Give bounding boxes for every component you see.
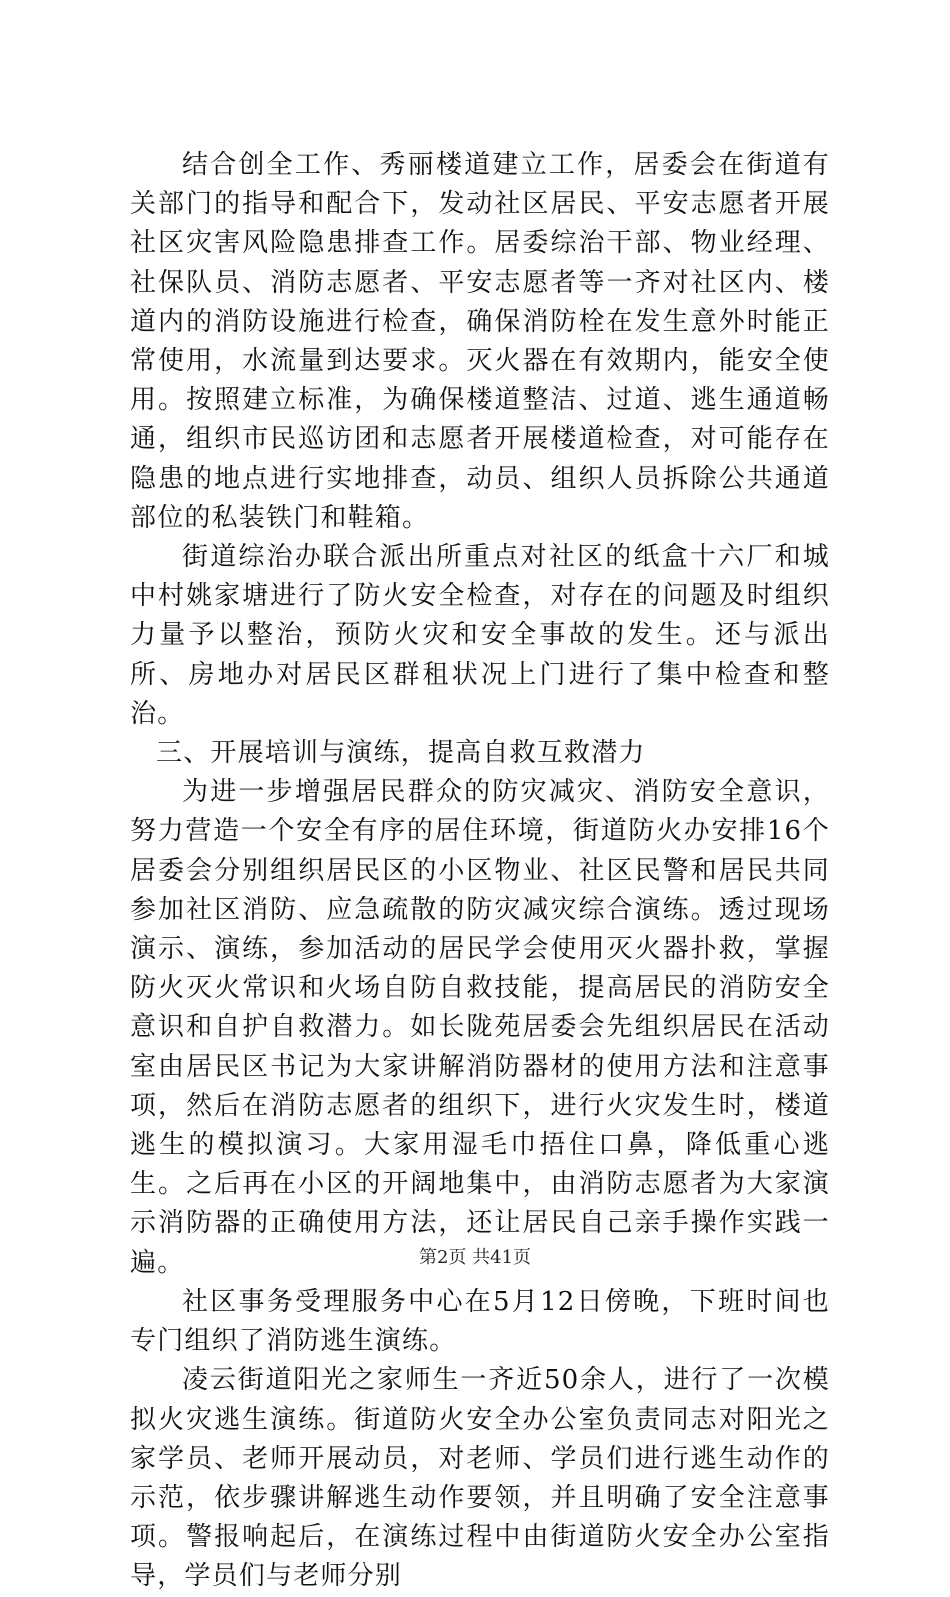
paragraph-sunshine-home-drill: 凌云街道阳光之家师生一齐近50余人，进行了一次模拟火灾逃生演练。街道防火安全办公室负责同志对阳光之家学员、老师开展动员，对老师、学员们进行逃生动作的示范，依步骤讲解逃生动作要领，并且明确了安全注意事项。警报响起后，在演练过程中由街道防火安全办公室指导，学员们与老师分别: [130, 1365, 830, 1592]
paragraph-fire-safety-check: 街道综治办联合派出所重点对社区的纸盒十六厂和城中村姚家塘进行了防火安全检查，对存在的问题及时组织力量予以整治，预防火灾和安全事故的发生。还与派出所、房地办对居民区群租状况上门进行了集中检查和整治。: [130, 542, 830, 729]
paragraph-service-center-drill: 社区事务受理服务中心在5月12日傍晚，下班时间也专门组织了消防逃生演练。: [130, 1286, 830, 1357]
document-body: [130, 146, 830, 1597]
paragraph-drill-organization: 为进一步增强居民群众的防灾减灾、消防安全意识，努力营造一个安全有序的居住环境，街道防火办安排16个居委会分别组织居民区的小区物业、社区民警和居民共同参加社区消防、应急疏散的防灾减灾综合演练。透过现场演示、演练，参加活动的居民学会使用灭火器扑救，掌握防火灭火常识和火场自防自救技能，提高居民的消防安全意识和自护自救潜力。如长陇苑居委会先组织居民在活动室由居民区书记为大家讲解消防器材的使用方法和注意事项，然后在消防志愿者的组织下，进行火灾发生时，楼道逃生的模拟演习。大家用湿毛巾捂住口鼻，降低重心逃生。之后再在小区的开阔地集中，由消防志愿者为大家演示消防器的正确使用方法，还让居民自己亲手操作实践一遍。: [130, 777, 830, 1278]
section-heading-training: 三、开展培训与演练，提高自救互救潜力: [156, 738, 646, 769]
page-number-footer: 第2页 共41页: [418, 1247, 532, 1268]
paragraph-community-inspection: 结合创全工作、秀丽楼道建立工作，居委会在街道有关部门的指导和配合下，发动社区居民、平安志愿者开展社区灾害风险隐患排查工作。居委综治干部、物业经理、社保队员、消防志愿者、平安志愿者等一齐对社区内、楼道内的消防设施进行检查，确保消防栓在发生意外时能正常使用，水流量到达要求。灭火器在有效期内，能安全使用。按照建立标准，为确保楼道整洁、过道、逃生通道畅通，组织市民巡访团和志愿者开展楼道检查，对可能存在隐患的地点进行实地排查，动员、组织人员拆除公共通道部位的私装铁门和鞋箱。: [130, 150, 830, 533]
